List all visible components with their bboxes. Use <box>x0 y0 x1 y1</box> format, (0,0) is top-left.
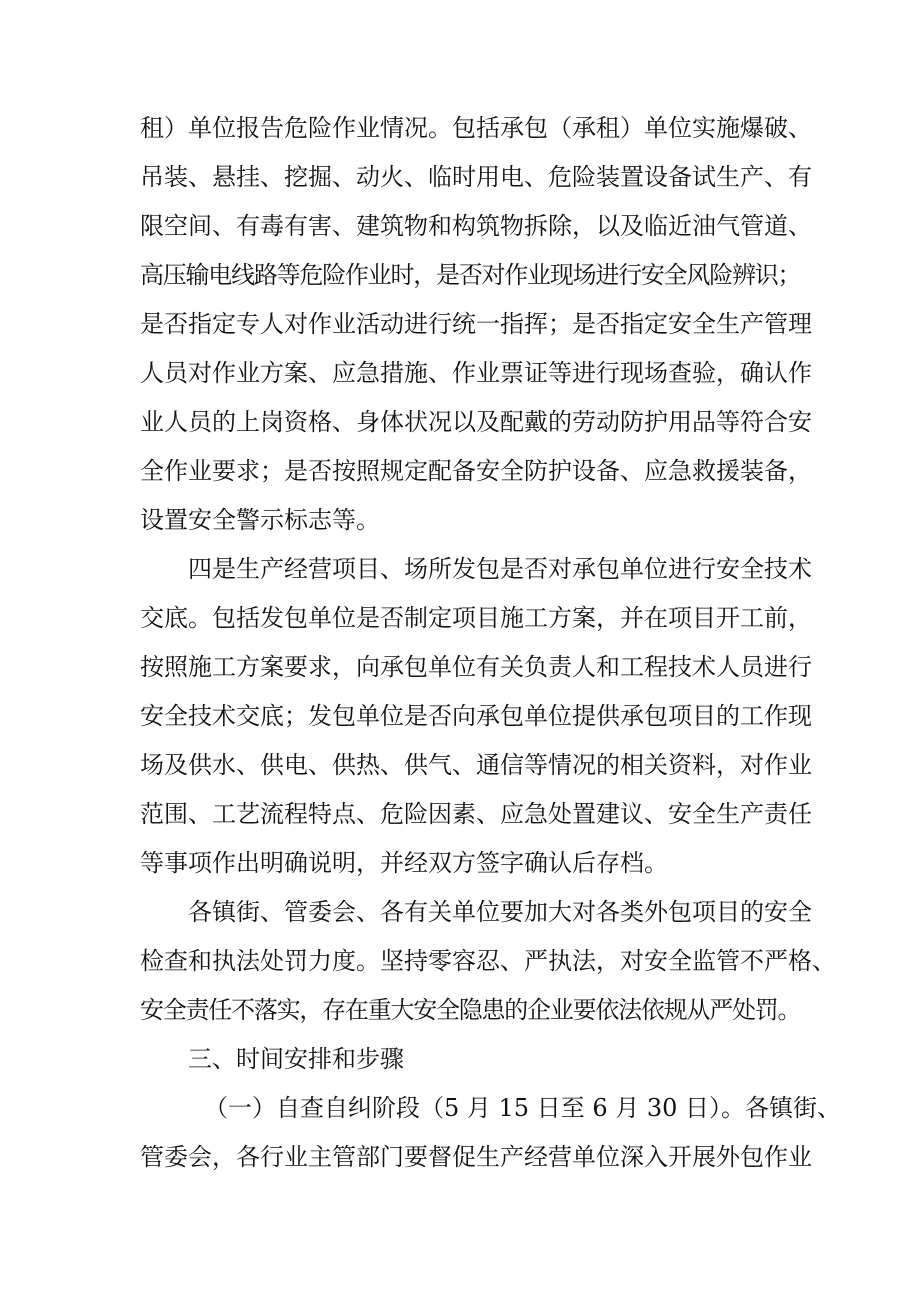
text-line: 安全技术交底；发包单位是否向承包单位提供承包项目的工作现 <box>140 702 812 730</box>
text-line: 场及供水、供电、供热、供气、通信等情况的相关资料，对作业 <box>140 751 812 779</box>
text-line: 人员对作业方案、应急措施、作业票证等进行现场查验，确认作 <box>140 359 812 387</box>
paragraph-first-line: 四是生产经营项目、场所发包是否对承包单位进行安全技术 <box>188 555 812 583</box>
text-line: 是否指定专人对作业活动进行统一指挥；是否指定安全生产管理 <box>140 310 812 338</box>
text-line: 范围、工艺流程特点、危险因素、应急处置建议、安全生产责任 <box>140 800 812 828</box>
text-line: 按照施工方案要求，向承包单位有关负责人和工程技术人员进行 <box>140 653 812 681</box>
text-line: 高压输电线路等危险作业时，是否对作业现场进行安全风险辨识； <box>140 261 800 289</box>
paragraph-first-line: 各镇街、管委会、各有关单位要加大对各类外包项目的安全 <box>188 898 812 926</box>
text-line: 吊装、悬挂、挖掘、动火、临时用电、危险装置设备试生产、有 <box>140 163 812 191</box>
text-line: 全作业要求；是否按照规定配备安全防护设备、应急救援装备， <box>140 457 812 485</box>
text-line: 业人员的上岗资格、身体状况以及配戴的劳动防护用品等符合安 <box>140 408 812 436</box>
text-line: 交底。包括发包单位是否制定项目施工方案，并在项目开工前， <box>140 604 812 632</box>
text-line: 安全责任不落实，存在重大安全隐患的企业要依法依规从严处罚。 <box>140 996 800 1024</box>
text-line: 租）单位报告危险作业情况。包括承包（承租）单位实施爆破、 <box>140 114 812 142</box>
text-line: 设置安全警示标志等。 <box>140 506 380 534</box>
text-line: 检查和执法处罚力度。坚持零容忍、严执法，对安全监管不严格、 <box>140 947 836 975</box>
text-line: 等事项作出明确说明，并经双方签字确认后存档。 <box>140 849 668 877</box>
section-heading: 三、时间安排和步骤 <box>188 1045 404 1073</box>
text-line: 管委会，各行业主管部门要督促生产经营单位深入开展外包作业 <box>140 1143 812 1171</box>
paragraph-first-line: （一）自查自纠阶段（5 月 15 日至 6 月 30 日）。各镇街、 <box>204 1094 842 1122</box>
text-line: 限空间、有毒有害、建筑物和构筑物拆除，以及临近油气管道、 <box>140 212 812 240</box>
